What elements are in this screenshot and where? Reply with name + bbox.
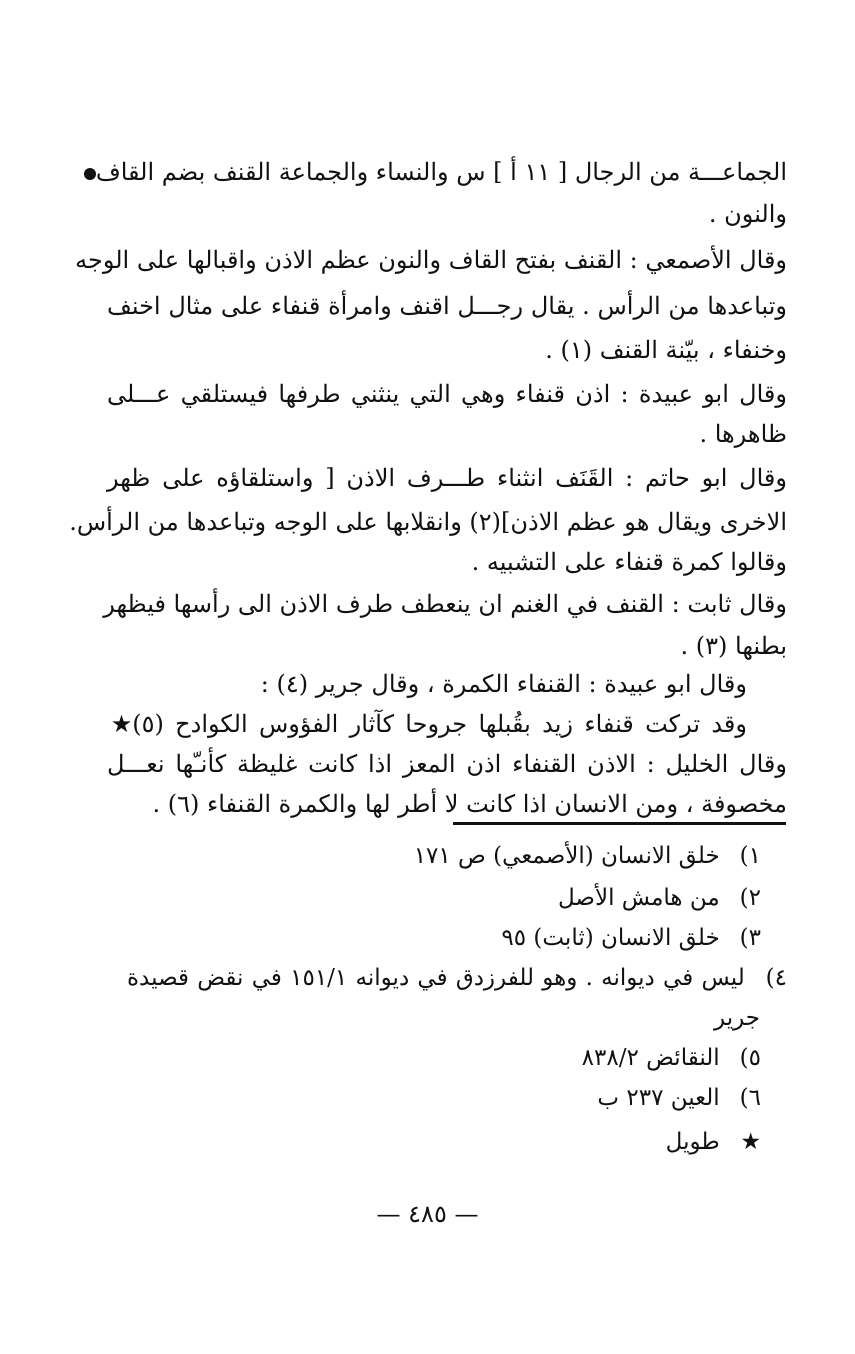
footnote: ٢) من هامش الأصل xyxy=(558,885,761,911)
text-line: وقال ابو حاتم : القَنَف انثناء طـــرف الاذن [ واستلقاؤه على ظهر xyxy=(107,464,787,492)
footnote-continuation: جرير xyxy=(714,1005,760,1031)
verse-line: وقد تركت قنفاء زيد بقُبلها جروحا كآثار الفؤوس الكوادح (٥)★ xyxy=(107,710,747,738)
footnote: ٤) ليس في ديوانه . وهو للفرزدق في ديوانه ١٥١/١ في نقض قصيدة xyxy=(127,965,787,991)
text-line: وقال ابو عبيدة : القنفاء الكمرة ، وقال جرير (٤) : xyxy=(260,670,747,698)
page-number: — ٤٨٥ — xyxy=(376,1200,479,1228)
text-line: وخنفاء ، بيّنة القنف (١) . xyxy=(545,336,787,364)
text-line: وتباعدها من الرأس . يقال رجـــل اقنف وامرأة قنفاء على مثال اخنف xyxy=(107,292,787,320)
text-line: والنون . xyxy=(708,200,787,228)
text-line: وقالوا كمرة قنفاء على التشبيه . xyxy=(471,548,787,576)
footnote: ١) خلق الانسان (الأصمعي) ص ١٧١ xyxy=(413,843,761,869)
footnote-separator xyxy=(453,822,786,825)
text-line: الجماعـــة من الرجال [ ١١ أ ] س والنساء والجماعة القنف بضم القاف xyxy=(107,150,787,194)
bullet-icon xyxy=(84,168,96,180)
footnote: ٣) خلق الانسان (ثابت) ٩٥ xyxy=(501,925,761,951)
text-line: الاخرى ويقال هو عظم الاذن](٢) وانقلابها على الوجه وتباعدها من الرأس. xyxy=(69,508,787,536)
text-line: مخصوفة ، ومن الانسان اذا كانت لا أطر لها والكمرة القنفاء (٦) . xyxy=(152,790,787,818)
text-line: وقال ابو عبيدة : اذن قنفاء وهي التي ينثني طرفها فيستلقي عـــلى xyxy=(107,380,787,408)
footnote: ٥) النقائض ٨٣٨/٢ xyxy=(581,1045,761,1071)
text-line: ظاهرها . xyxy=(699,420,787,448)
text-line: بطنها (٣) . xyxy=(680,632,787,660)
footnote: ★ طويل xyxy=(666,1122,761,1162)
star-icon: ★ xyxy=(740,1129,761,1155)
text-line: وقال ثابت : القنف في الغنم ان ينعطف طرف الاذن الى رأسها فيظهر xyxy=(103,590,787,618)
footnote: ٦) العين ٢٣٧ ب xyxy=(597,1085,761,1111)
text-line: وقال الأصمعي : القنف بفتح القاف والنون عظم الاذن واقبالها على الوجه xyxy=(75,246,787,274)
text-line: وقال الخليل : الاذن القنفاء اذن المعز اذا كانت غليظة كأنـّها نعـــل xyxy=(107,750,787,778)
